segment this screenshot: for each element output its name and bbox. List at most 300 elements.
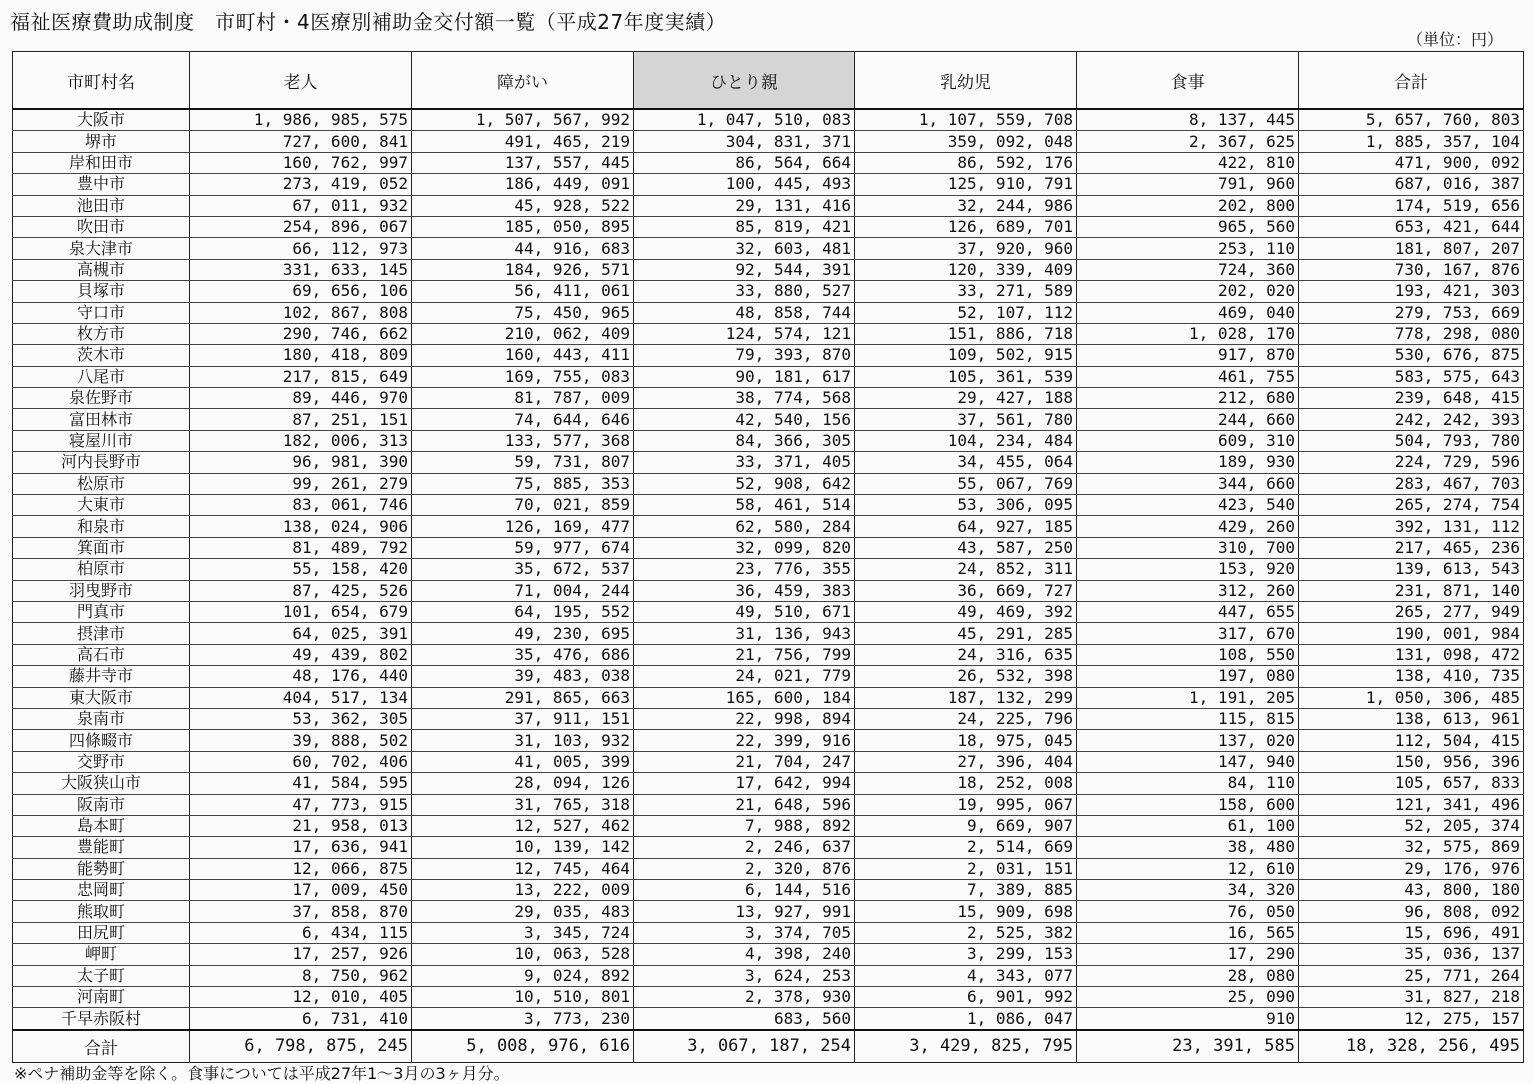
amount-cell: 108, 550	[1077, 644, 1299, 665]
amount-cell: 58, 461, 514	[634, 495, 855, 516]
amount-cell: 3, 374, 705	[634, 922, 855, 943]
municipality-name: 堺市	[13, 131, 190, 152]
table-row	[13, 601, 1524, 622]
amount-cell: 102, 867, 808	[190, 302, 412, 323]
amount-cell: 89, 446, 970	[190, 388, 412, 409]
amount-cell: 64, 195, 552	[412, 601, 634, 622]
amount-cell: 1, 507, 567, 992	[412, 109, 634, 131]
table-row	[13, 965, 1524, 986]
amount-cell: 39, 888, 502	[190, 730, 412, 751]
amount-cell: 34, 455, 064	[855, 452, 1077, 473]
amount-cell: 99, 261, 279	[190, 473, 412, 494]
municipality-name: 熊取町	[13, 901, 190, 922]
municipality-name: 貝塚市	[13, 281, 190, 302]
amount-cell: 917, 870	[1077, 345, 1299, 366]
amount-cell: 42, 540, 156	[634, 409, 855, 430]
municipality-name: 岸和田市	[13, 152, 190, 173]
table-row	[13, 452, 1524, 473]
total-label: 合計	[13, 1030, 190, 1063]
header-municipality: 市町村名	[13, 52, 190, 110]
total-cell: 23, 391, 585	[1077, 1030, 1299, 1063]
amount-cell: 147, 940	[1077, 751, 1299, 772]
amount-cell: 3, 345, 724	[412, 922, 634, 943]
municipality-name: 四條畷市	[13, 730, 190, 751]
total-cell: 18, 328, 256, 495	[1299, 1030, 1524, 1063]
municipality-name: 吹田市	[13, 216, 190, 237]
amount-cell: 583, 575, 643	[1299, 366, 1524, 387]
amount-cell: 37, 561, 780	[855, 409, 1077, 430]
amount-cell: 101, 654, 679	[190, 601, 412, 622]
amount-cell: 17, 636, 941	[190, 837, 412, 858]
amount-cell: 181, 807, 207	[1299, 238, 1524, 259]
municipality-name: 島本町	[13, 815, 190, 836]
municipality-name: 池田市	[13, 195, 190, 216]
amount-cell: 2, 246, 637	[634, 837, 855, 858]
table-row	[13, 559, 1524, 580]
amount-cell: 197, 080	[1077, 666, 1299, 687]
amount-cell: 53, 362, 305	[190, 708, 412, 729]
amount-cell: 4, 343, 077	[855, 965, 1077, 986]
municipality-name: 守口市	[13, 302, 190, 323]
municipality-name: 枚方市	[13, 323, 190, 344]
amount-cell: 23, 776, 355	[634, 559, 855, 580]
amount-cell: 273, 419, 052	[190, 174, 412, 195]
amount-cell: 9, 024, 892	[412, 965, 634, 986]
amount-cell: 41, 005, 399	[412, 751, 634, 772]
amount-cell: 17, 642, 994	[634, 773, 855, 794]
page-title: 福祉医療費助成制度 市町村・4医療別補助金交付額一覧（平成27年度実績）	[10, 10, 727, 34]
amount-cell: 6, 731, 410	[190, 1008, 412, 1030]
table-row	[13, 430, 1524, 451]
amount-cell: 49, 439, 802	[190, 644, 412, 665]
municipality-name: 柏原市	[13, 559, 190, 580]
amount-cell: 13, 927, 991	[634, 901, 855, 922]
header-elderly: 老人	[190, 52, 412, 110]
table-row	[13, 858, 1524, 879]
amount-cell: 8, 137, 445	[1077, 109, 1299, 131]
amount-cell: 312, 260	[1077, 580, 1299, 601]
municipality-name: 松原市	[13, 473, 190, 494]
amount-cell: 138, 024, 906	[190, 516, 412, 537]
municipality-name: 千早赤阪村	[13, 1008, 190, 1030]
amount-cell: 461, 755	[1077, 366, 1299, 387]
municipality-name: 寝屋川市	[13, 430, 190, 451]
header-total: 合計	[1299, 52, 1524, 110]
amount-cell: 31, 103, 932	[412, 730, 634, 751]
amount-cell: 59, 731, 807	[412, 452, 634, 473]
amount-cell: 190, 001, 984	[1299, 623, 1524, 644]
amount-cell: 61, 100	[1077, 815, 1299, 836]
amount-cell: 43, 587, 250	[855, 537, 1077, 558]
amount-cell: 28, 094, 126	[412, 773, 634, 794]
amount-cell: 6, 144, 516	[634, 880, 855, 901]
amount-cell: 165, 600, 184	[634, 687, 855, 708]
amount-cell: 120, 339, 409	[855, 259, 1077, 280]
amount-cell: 153, 920	[1077, 559, 1299, 580]
amount-cell: 317, 670	[1077, 623, 1299, 644]
amount-cell: 55, 067, 769	[855, 473, 1077, 494]
amount-cell: 133, 577, 368	[412, 430, 634, 451]
amount-cell: 83, 061, 746	[190, 495, 412, 516]
table-row	[13, 152, 1524, 173]
amount-cell: 1, 107, 559, 708	[855, 109, 1077, 131]
amount-cell: 29, 131, 416	[634, 195, 855, 216]
amount-cell: 253, 110	[1077, 238, 1299, 259]
amount-cell: 6, 434, 115	[190, 922, 412, 943]
amount-cell: 84, 110	[1077, 773, 1299, 794]
municipality-name: 豊中市	[13, 174, 190, 195]
amount-cell: 2, 514, 669	[855, 837, 1077, 858]
municipality-name: 羽曳野市	[13, 580, 190, 601]
amount-cell: 24, 852, 311	[855, 559, 1077, 580]
amount-cell: 4, 398, 240	[634, 944, 855, 965]
amount-cell: 530, 676, 875	[1299, 345, 1524, 366]
footnote: ※ペナ補助金等を除く。食事については平成27年1～3月の3ヶ月分。	[14, 1064, 510, 1083]
amount-cell: 254, 896, 067	[190, 216, 412, 237]
amount-cell: 3, 773, 230	[412, 1008, 634, 1030]
amount-cell: 8, 750, 962	[190, 965, 412, 986]
amount-cell: 137, 020	[1077, 730, 1299, 751]
table-row	[13, 409, 1524, 430]
amount-cell: 64, 927, 185	[855, 516, 1077, 537]
table-row	[13, 345, 1524, 366]
amount-cell: 24, 021, 779	[634, 666, 855, 687]
amount-cell: 429, 260	[1077, 516, 1299, 537]
amount-cell: 224, 729, 596	[1299, 452, 1524, 473]
municipality-name: 摂津市	[13, 623, 190, 644]
amount-cell: 185, 050, 895	[412, 216, 634, 237]
municipality-name: 泉大津市	[13, 238, 190, 259]
table-row	[13, 901, 1524, 922]
amount-cell: 169, 755, 083	[412, 366, 634, 387]
amount-cell: 653, 421, 644	[1299, 216, 1524, 237]
amount-cell: 56, 411, 061	[412, 281, 634, 302]
amount-cell: 10, 139, 142	[412, 837, 634, 858]
municipality-name: 大阪狭山市	[13, 773, 190, 794]
amount-cell: 469, 040	[1077, 302, 1299, 323]
amount-cell: 139, 613, 543	[1299, 559, 1524, 580]
total-cell: 6, 798, 875, 245	[190, 1030, 412, 1063]
table-row	[13, 687, 1524, 708]
amount-cell: 32, 244, 986	[855, 195, 1077, 216]
amount-cell: 75, 885, 353	[412, 473, 634, 494]
amount-cell: 69, 656, 106	[190, 281, 412, 302]
amount-cell: 25, 090	[1077, 987, 1299, 1008]
amount-cell: 21, 958, 013	[190, 815, 412, 836]
municipality-name: 富田林市	[13, 409, 190, 430]
amount-cell: 150, 956, 396	[1299, 751, 1524, 772]
amount-cell: 124, 574, 121	[634, 323, 855, 344]
amount-cell: 304, 831, 371	[634, 131, 855, 152]
amount-cell: 24, 225, 796	[855, 708, 1077, 729]
amount-cell: 1, 050, 306, 485	[1299, 687, 1524, 708]
amount-cell: 41, 584, 595	[190, 773, 412, 794]
table-row	[13, 922, 1524, 943]
amount-cell: 18, 975, 045	[855, 730, 1077, 751]
amount-cell: 75, 450, 965	[412, 302, 634, 323]
header-row	[13, 52, 1524, 110]
municipality-name: 太子町	[13, 965, 190, 986]
amount-cell: 778, 298, 080	[1299, 323, 1524, 344]
table-row	[13, 323, 1524, 344]
amount-cell: 12, 275, 157	[1299, 1008, 1524, 1030]
municipality-name: 豊能町	[13, 837, 190, 858]
amount-cell: 290, 746, 662	[190, 323, 412, 344]
amount-cell: 7, 988, 892	[634, 815, 855, 836]
amount-cell: 12, 745, 464	[412, 858, 634, 879]
amount-cell: 1, 986, 985, 575	[190, 109, 412, 131]
header-single-parent: ひとり親	[634, 52, 855, 110]
amount-cell: 2, 367, 625	[1077, 131, 1299, 152]
amount-cell: 22, 998, 894	[634, 708, 855, 729]
amount-cell: 609, 310	[1077, 430, 1299, 451]
amount-cell: 17, 009, 450	[190, 880, 412, 901]
amount-cell: 392, 131, 112	[1299, 516, 1524, 537]
table-row	[13, 537, 1524, 558]
table-row	[13, 388, 1524, 409]
amount-cell: 10, 063, 528	[412, 944, 634, 965]
amount-cell: 64, 025, 391	[190, 623, 412, 644]
amount-cell: 52, 908, 642	[634, 473, 855, 494]
amount-cell: 727, 600, 841	[190, 131, 412, 152]
amount-cell: 158, 600	[1077, 794, 1299, 815]
amount-cell: 26, 532, 398	[855, 666, 1077, 687]
amount-cell: 109, 502, 915	[855, 345, 1077, 366]
amount-cell: 291, 865, 663	[412, 687, 634, 708]
amount-cell: 125, 910, 791	[855, 174, 1077, 195]
amount-cell: 965, 560	[1077, 216, 1299, 237]
amount-cell: 2, 378, 930	[634, 987, 855, 1008]
municipality-name: 田尻町	[13, 922, 190, 943]
amount-cell: 212, 680	[1077, 388, 1299, 409]
table-row	[13, 1008, 1524, 1030]
amount-cell: 279, 753, 669	[1299, 302, 1524, 323]
table-row	[13, 174, 1524, 195]
municipality-name: 大阪市	[13, 109, 190, 131]
amount-cell: 683, 560	[634, 1008, 855, 1030]
table-row	[13, 259, 1524, 280]
amount-cell: 210, 062, 409	[412, 323, 634, 344]
amount-cell: 3, 624, 253	[634, 965, 855, 986]
table-row	[13, 837, 1524, 858]
amount-cell: 16, 565	[1077, 922, 1299, 943]
table-row	[13, 580, 1524, 601]
amount-cell: 28, 080	[1077, 965, 1299, 986]
amount-cell: 112, 504, 415	[1299, 730, 1524, 751]
amount-cell: 21, 648, 596	[634, 794, 855, 815]
amount-cell: 182, 006, 313	[190, 430, 412, 451]
amount-cell: 10, 510, 801	[412, 987, 634, 1008]
amount-cell: 21, 756, 799	[634, 644, 855, 665]
amount-cell: 66, 112, 973	[190, 238, 412, 259]
amount-cell: 724, 360	[1077, 259, 1299, 280]
amount-cell: 59, 977, 674	[412, 537, 634, 558]
amount-cell: 49, 510, 671	[634, 601, 855, 622]
amount-cell: 687, 016, 387	[1299, 174, 1524, 195]
amount-cell: 81, 489, 792	[190, 537, 412, 558]
table-row	[13, 773, 1524, 794]
amount-cell: 217, 815, 649	[190, 366, 412, 387]
amount-cell: 84, 366, 305	[634, 430, 855, 451]
amount-cell: 35, 476, 686	[412, 644, 634, 665]
amount-cell: 15, 696, 491	[1299, 922, 1524, 943]
header-disability: 障がい	[412, 52, 634, 110]
amount-cell: 32, 603, 481	[634, 238, 855, 259]
amount-cell: 217, 465, 236	[1299, 537, 1524, 558]
amount-cell: 49, 469, 392	[855, 601, 1077, 622]
amount-cell: 491, 465, 219	[412, 131, 634, 152]
amount-cell: 31, 136, 943	[634, 623, 855, 644]
amount-cell: 53, 306, 095	[855, 495, 1077, 516]
municipality-name: 高槻市	[13, 259, 190, 280]
municipality-name: 河南町	[13, 987, 190, 1008]
municipality-name: 大東市	[13, 495, 190, 516]
total-cell: 5, 008, 976, 616	[412, 1030, 634, 1063]
amount-cell: 12, 010, 405	[190, 987, 412, 1008]
amount-cell: 33, 371, 405	[634, 452, 855, 473]
table-row	[13, 109, 1524, 131]
amount-cell: 87, 425, 526	[190, 580, 412, 601]
amount-cell: 47, 773, 915	[190, 794, 412, 815]
municipality-name: 河内長野市	[13, 452, 190, 473]
table-row	[13, 238, 1524, 259]
municipality-name: 忠岡町	[13, 880, 190, 901]
amount-cell: 35, 036, 137	[1299, 944, 1524, 965]
amount-cell: 202, 800	[1077, 195, 1299, 216]
amount-cell: 6, 901, 992	[855, 987, 1077, 1008]
amount-cell: 504, 793, 780	[1299, 430, 1524, 451]
amount-cell: 36, 669, 727	[855, 580, 1077, 601]
amount-cell: 265, 274, 754	[1299, 495, 1524, 516]
amount-cell: 1, 086, 047	[855, 1008, 1077, 1030]
table-row	[13, 495, 1524, 516]
amount-cell: 71, 004, 244	[412, 580, 634, 601]
amount-cell: 48, 858, 744	[634, 302, 855, 323]
amount-cell: 31, 765, 318	[412, 794, 634, 815]
amount-cell: 52, 205, 374	[1299, 815, 1524, 836]
amount-cell: 25, 771, 264	[1299, 965, 1524, 986]
amount-cell: 359, 092, 048	[855, 131, 1077, 152]
amount-cell: 67, 011, 932	[190, 195, 412, 216]
amount-cell: 29, 035, 483	[412, 901, 634, 922]
amount-cell: 242, 242, 393	[1299, 409, 1524, 430]
amount-cell: 32, 099, 820	[634, 537, 855, 558]
table-row	[13, 644, 1524, 665]
subsidy-table	[12, 51, 1524, 1063]
amount-cell: 160, 762, 997	[190, 152, 412, 173]
amount-cell: 2, 320, 876	[634, 858, 855, 879]
amount-cell: 15, 909, 698	[855, 901, 1077, 922]
amount-cell: 174, 519, 656	[1299, 195, 1524, 216]
amount-cell: 910	[1077, 1008, 1299, 1030]
amount-cell: 100, 445, 493	[634, 174, 855, 195]
municipality-name: 泉佐野市	[13, 388, 190, 409]
amount-cell: 35, 672, 537	[412, 559, 634, 580]
amount-cell: 12, 066, 875	[190, 858, 412, 879]
table-row	[13, 666, 1524, 687]
amount-cell: 33, 271, 589	[855, 281, 1077, 302]
amount-cell: 36, 459, 383	[634, 580, 855, 601]
amount-cell: 1, 028, 170	[1077, 323, 1299, 344]
amount-cell: 37, 911, 151	[412, 708, 634, 729]
amount-cell: 90, 181, 617	[634, 366, 855, 387]
amount-cell: 239, 648, 415	[1299, 388, 1524, 409]
amount-cell: 151, 886, 718	[855, 323, 1077, 344]
amount-cell: 19, 995, 067	[855, 794, 1077, 815]
amount-cell: 22, 399, 916	[634, 730, 855, 751]
amount-cell: 344, 660	[1077, 473, 1299, 494]
amount-cell: 265, 277, 949	[1299, 601, 1524, 622]
table-row	[13, 987, 1524, 1008]
amount-cell: 33, 880, 527	[634, 281, 855, 302]
table-row	[13, 216, 1524, 237]
amount-cell: 404, 517, 134	[190, 687, 412, 708]
amount-cell: 60, 702, 406	[190, 751, 412, 772]
amount-cell: 105, 657, 833	[1299, 773, 1524, 794]
amount-cell: 7, 389, 885	[855, 880, 1077, 901]
table-row	[13, 944, 1524, 965]
amount-cell: 2, 031, 151	[855, 858, 1077, 879]
municipality-name: 岬町	[13, 944, 190, 965]
amount-cell: 34, 320	[1077, 880, 1299, 901]
table-row	[13, 880, 1524, 901]
table-row	[13, 623, 1524, 644]
amount-cell: 121, 341, 496	[1299, 794, 1524, 815]
table-row	[13, 794, 1524, 815]
unit-label: （単位：円）	[1406, 30, 1503, 49]
municipality-name: 藤井寺市	[13, 666, 190, 687]
amount-cell: 37, 920, 960	[855, 238, 1077, 259]
amount-cell: 79, 393, 870	[634, 345, 855, 366]
table-row	[13, 815, 1524, 836]
amount-cell: 730, 167, 876	[1299, 259, 1524, 280]
amount-cell: 447, 655	[1077, 601, 1299, 622]
amount-cell: 137, 557, 445	[412, 152, 634, 173]
table-row	[13, 751, 1524, 772]
amount-cell: 86, 592, 176	[855, 152, 1077, 173]
table-row	[13, 516, 1524, 537]
amount-cell: 37, 858, 870	[190, 901, 412, 922]
header-meal: 食事	[1077, 52, 1299, 110]
amount-cell: 187, 132, 299	[855, 687, 1077, 708]
amount-cell: 29, 427, 188	[855, 388, 1077, 409]
amount-cell: 38, 774, 568	[634, 388, 855, 409]
amount-cell: 45, 291, 285	[855, 623, 1077, 644]
amount-cell: 17, 257, 926	[190, 944, 412, 965]
amount-cell: 96, 808, 092	[1299, 901, 1524, 922]
amount-cell: 126, 169, 477	[412, 516, 634, 537]
amount-cell: 21, 704, 247	[634, 751, 855, 772]
amount-cell: 186, 449, 091	[412, 174, 634, 195]
total-cell: 3, 429, 825, 795	[855, 1030, 1077, 1063]
amount-cell: 5, 657, 760, 803	[1299, 109, 1524, 131]
amount-cell: 31, 827, 218	[1299, 987, 1524, 1008]
amount-cell: 283, 467, 703	[1299, 473, 1524, 494]
amount-cell: 24, 316, 635	[855, 644, 1077, 665]
amount-cell: 38, 480	[1077, 837, 1299, 858]
table-row	[13, 366, 1524, 387]
amount-cell: 12, 610	[1077, 858, 1299, 879]
municipality-name: 和泉市	[13, 516, 190, 537]
amount-cell: 423, 540	[1077, 495, 1299, 516]
municipality-name: 東大阪市	[13, 687, 190, 708]
municipality-name: 八尾市	[13, 366, 190, 387]
amount-cell: 70, 021, 859	[412, 495, 634, 516]
amount-cell: 55, 158, 420	[190, 559, 412, 580]
amount-cell: 231, 871, 140	[1299, 580, 1524, 601]
municipality-name: 交野市	[13, 751, 190, 772]
amount-cell: 1, 885, 357, 104	[1299, 131, 1524, 152]
